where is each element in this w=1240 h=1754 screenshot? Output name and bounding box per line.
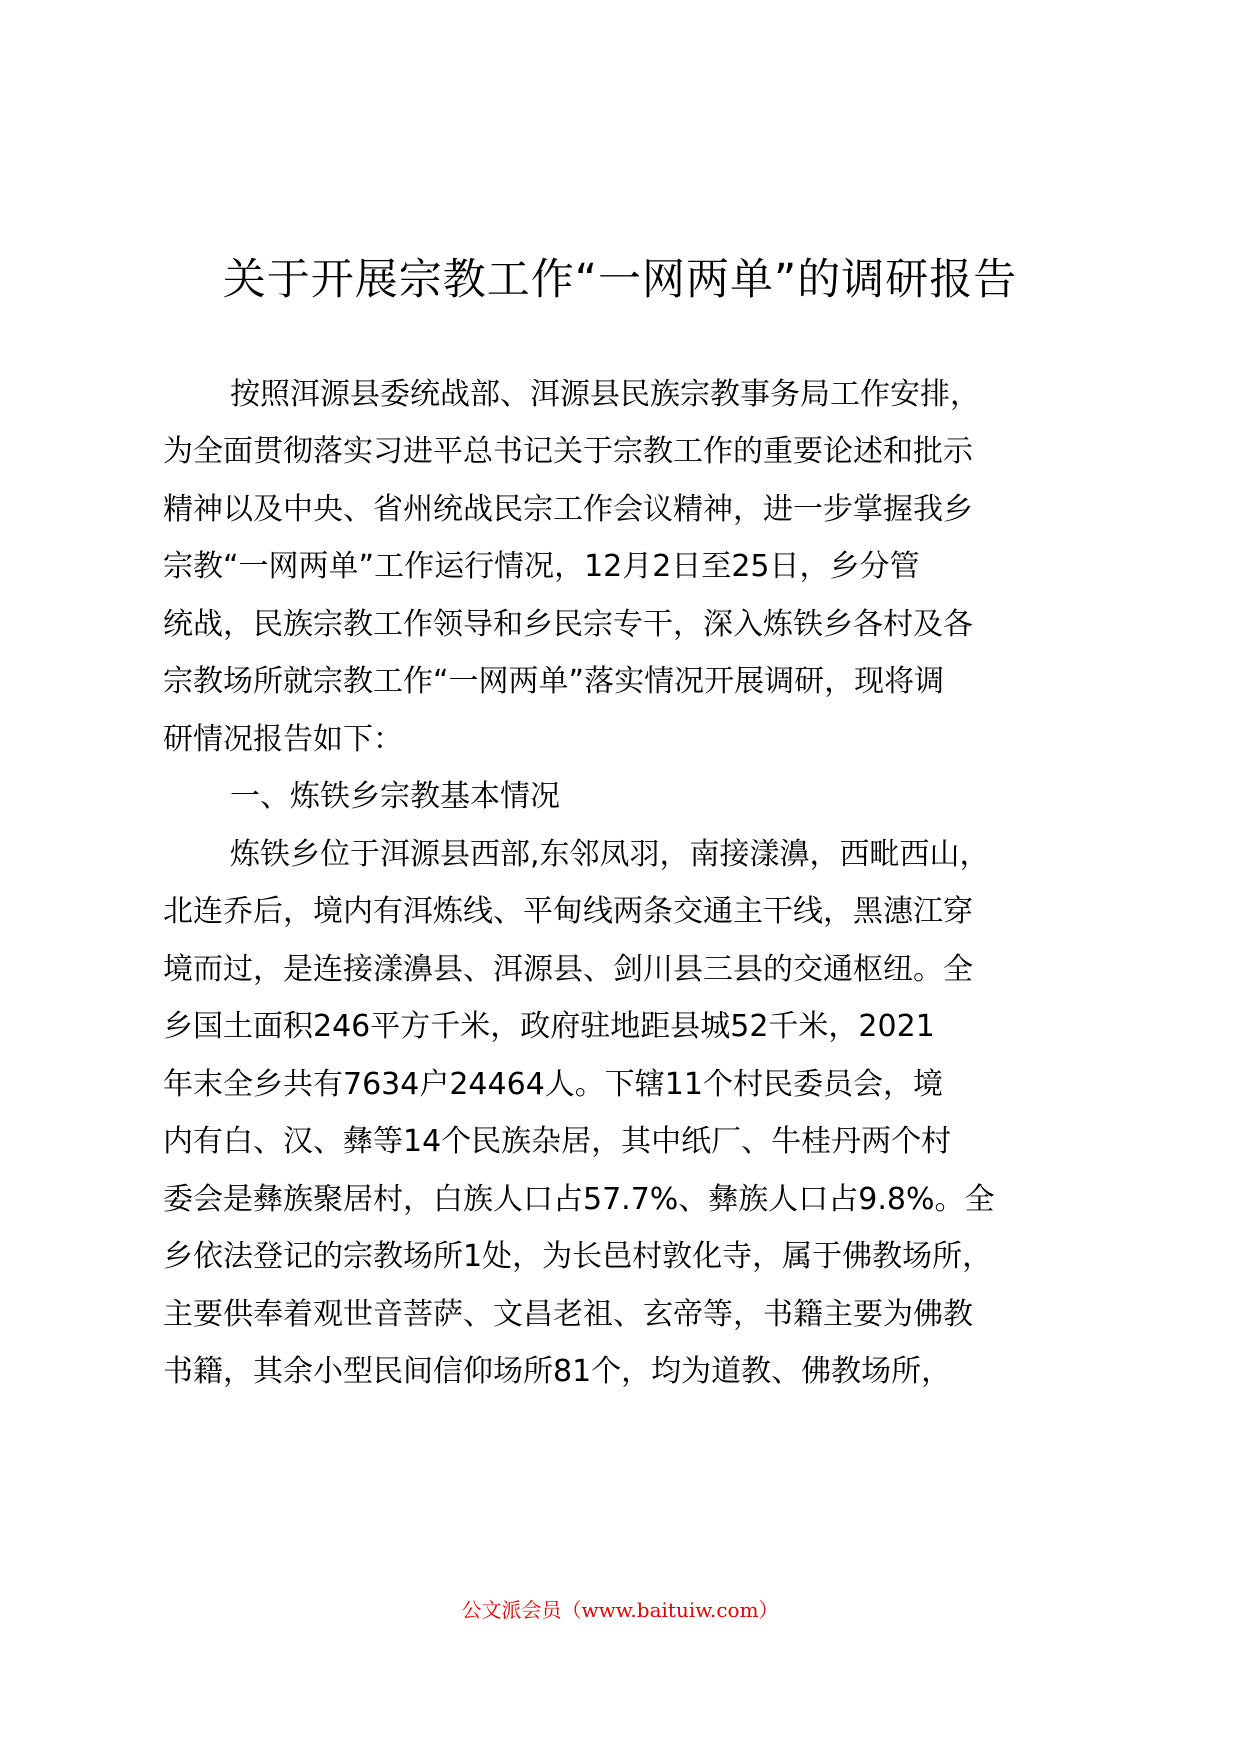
paragraph-line: 年末全乡共有7634户24464人。下辖11个村民委员会，境 [163,1067,943,1102]
paragraph-line: 精神以及中央、省州统战民宗工作会议精神，进一步掌握我乡 [163,492,973,527]
paragraph-line: 北连乔后，境内有洱炼线、平甸线两条交通主干线，黑潓江穿 [163,894,973,929]
paragraph-line: 主要供奉着观世音菩萨、文昌老祖、玄帝等，书籍主要为佛教 [163,1297,973,1332]
paragraph-line: 统战，民族宗教工作领导和乡民宗专干，深入炼铁乡各村及各 [163,607,973,642]
section-heading: 一、炼铁乡宗教基本情况 [230,779,560,814]
document-title: 关于开展宗教工作“一网两单”的调研报告 [222,255,1018,305]
paragraph-line: 乡依法登记的宗教场所1处，为长邑村敦化寺，属于佛教场所， [163,1239,993,1274]
paragraph-line: 内有白、汉、彝等14个民族杂居，其中纸厂、牛桂丹两个村 [163,1124,952,1159]
paragraph-line: 委会是彝族聚居村，白族人口占57.7%、彝族人口占9.8%。全 [163,1182,995,1217]
footer-watermark: 公文派会员（www.baituiw.com） [461,1598,779,1622]
paragraph-line: 书籍，其余小型民间信仰场所81个，均为道教、佛教场所， [163,1354,952,1389]
paragraph-line: 乡国土面积246平方千米，政府驻地距县城52千米，2021 [163,1009,935,1044]
paragraph-line: 宗教场所就宗教工作“一网两单”落实情况开展调研，现将调 [163,664,945,699]
paragraph-line: 按照洱源县委统战部、洱源县民族宗教事务局工作安排， [230,377,980,412]
paragraph-line: 研情况报告如下： [163,722,403,757]
paragraph-line: 境而过，是连接漾濞县、洱源县、剑川县三县的交通枢纽。全 [163,952,973,987]
paragraph-line: 炼铁乡位于洱源县西部,东邻凤羽，南接漾濞，西毗西山， [230,837,990,872]
paragraph-line: 宗教“一网两单”工作运行情况，12月2日至25日，乡分管 [163,549,920,584]
paragraph-line: 为全面贯彻落实习进平总书记关于宗教工作的重要论述和批示 [163,434,973,469]
